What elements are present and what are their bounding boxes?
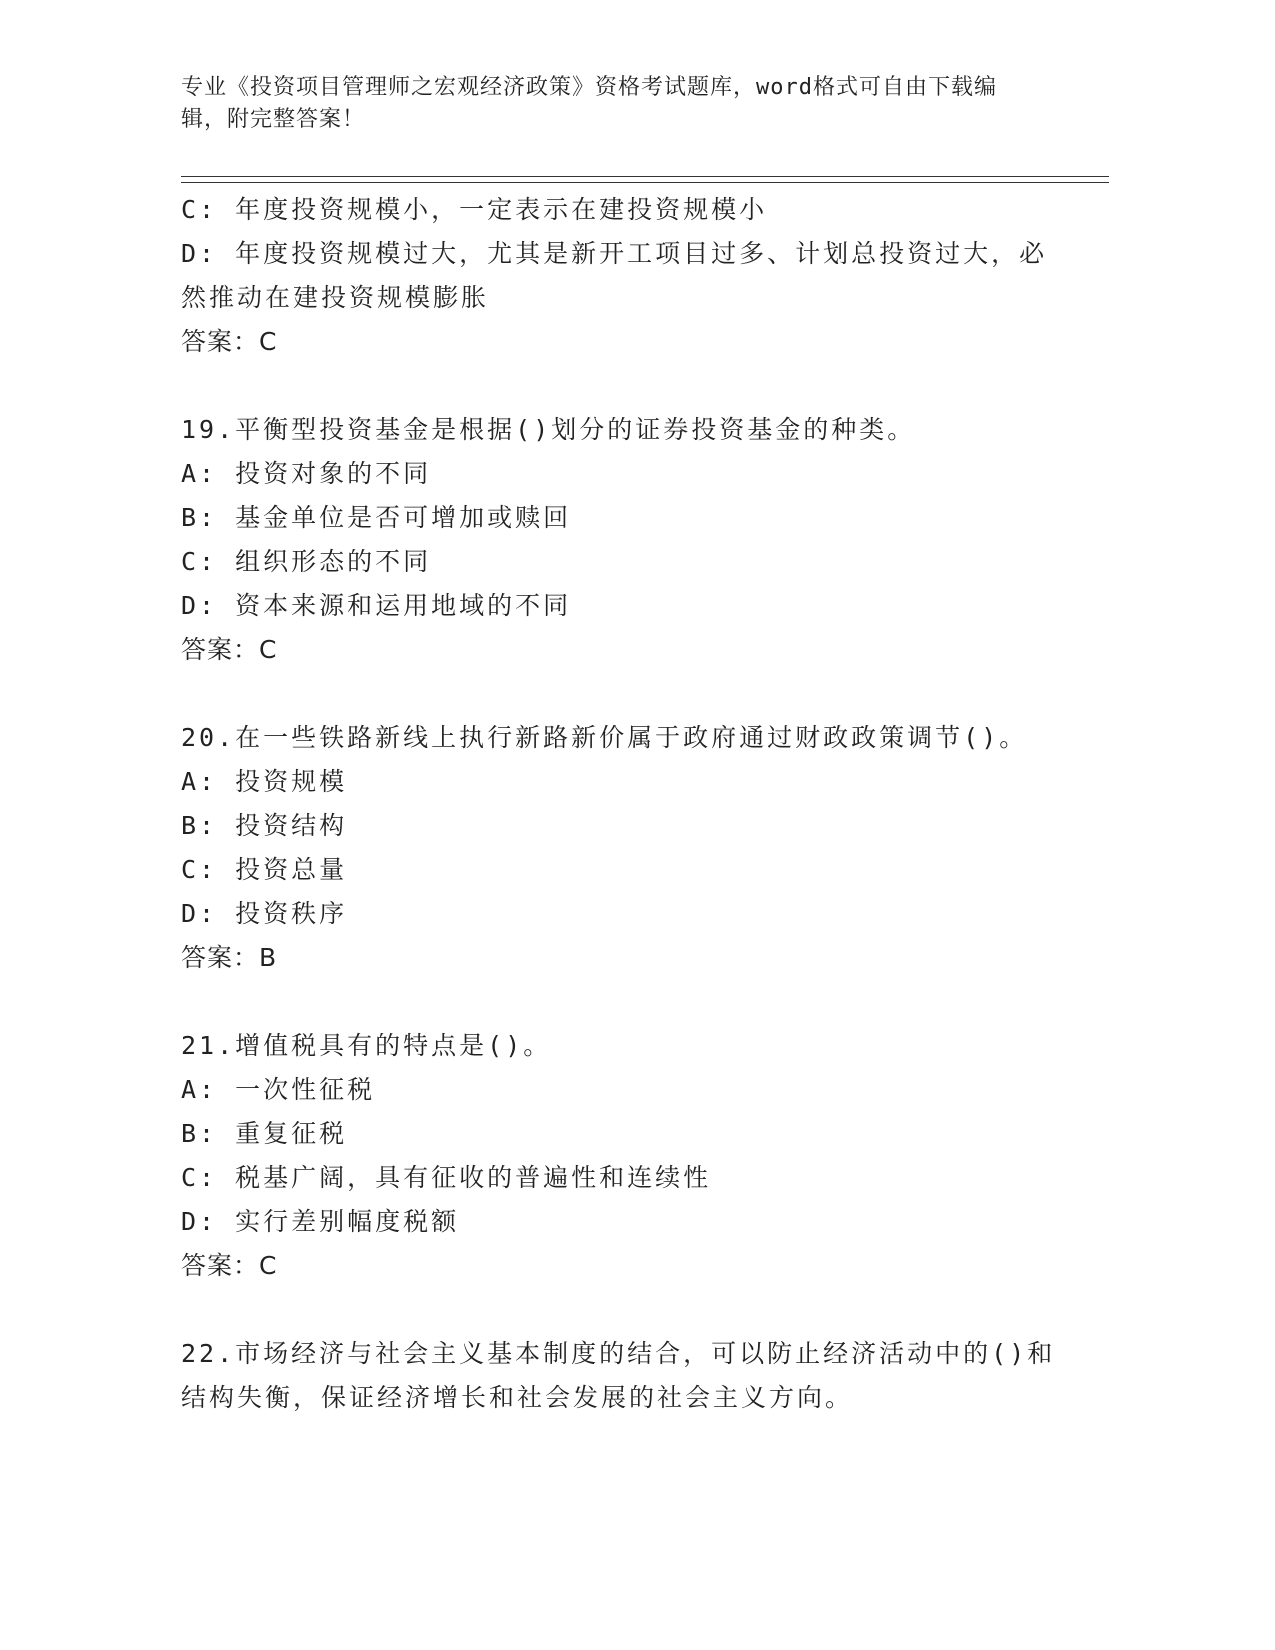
option-c: C: 税基广阔，具有征收的普遍性和连续性 — [181, 1163, 712, 1192]
answer-text: 答案：B — [181, 943, 278, 972]
question-text-continued: 结构失衡，保证经济增长和社会发展的社会主义方向。 — [181, 1383, 854, 1412]
question-list — [181, 188, 1061, 1420]
option-d: D: 年度投资规模过大，尤其是新开工项目过多、计划总投资过大，必 — [181, 239, 1048, 268]
question-18-continued — [181, 188, 1061, 364]
header-line-1: 专业《投资项目管理师之宏观经济政策》资格考试题库，word格式可自由下载编 — [181, 75, 997, 100]
option-c: C: 投资总量 — [181, 855, 348, 884]
option-a: A: 投资对象的不同 — [181, 459, 432, 488]
header-line-2: 辑，附完整答案！ — [181, 107, 366, 132]
question-text: 19.平衡型投资基金是根据()划分的证券投资基金的种类。 — [181, 415, 916, 444]
option-a: A: 投资规模 — [181, 767, 348, 796]
question-20 — [181, 716, 1061, 980]
question-text: 21.增值税具有的特点是()。 — [181, 1031, 552, 1060]
question-text: 20.在一些铁路新线上执行新路新价属于政府通过财政政策调节()。 — [181, 723, 1028, 752]
answer-text: 答案：C — [181, 635, 278, 664]
question-22 — [181, 1332, 1061, 1420]
page-header — [181, 72, 1041, 136]
option-b: B: 投资结构 — [181, 811, 348, 840]
answer-text: 答案：C — [181, 1251, 278, 1280]
header-divider-bottom — [181, 182, 1109, 183]
option-d: D: 资本来源和运用地域的不同 — [181, 591, 572, 620]
question-21 — [181, 1024, 1061, 1288]
option-b: B: 基金单位是否可增加或赎回 — [181, 503, 572, 532]
option-c: C: 组织形态的不同 — [181, 547, 432, 576]
question-text: 22.市场经济与社会主义基本制度的结合，可以防止经济活动中的()和 — [181, 1339, 1056, 1368]
question-19 — [181, 408, 1061, 672]
option-c: C: 年度投资规模小，一定表示在建投资规模小 — [181, 195, 768, 224]
answer-text: 答案：C — [181, 327, 278, 356]
option-b: B: 重复征税 — [181, 1119, 348, 1148]
option-d-continued: 然推动在建投资规模膨胀 — [181, 283, 490, 312]
option-d: D: 实行差别幅度税额 — [181, 1207, 460, 1236]
option-d: D: 投资秩序 — [181, 899, 348, 928]
header-divider-top — [181, 176, 1109, 177]
option-a: A: 一次性征税 — [181, 1075, 376, 1104]
